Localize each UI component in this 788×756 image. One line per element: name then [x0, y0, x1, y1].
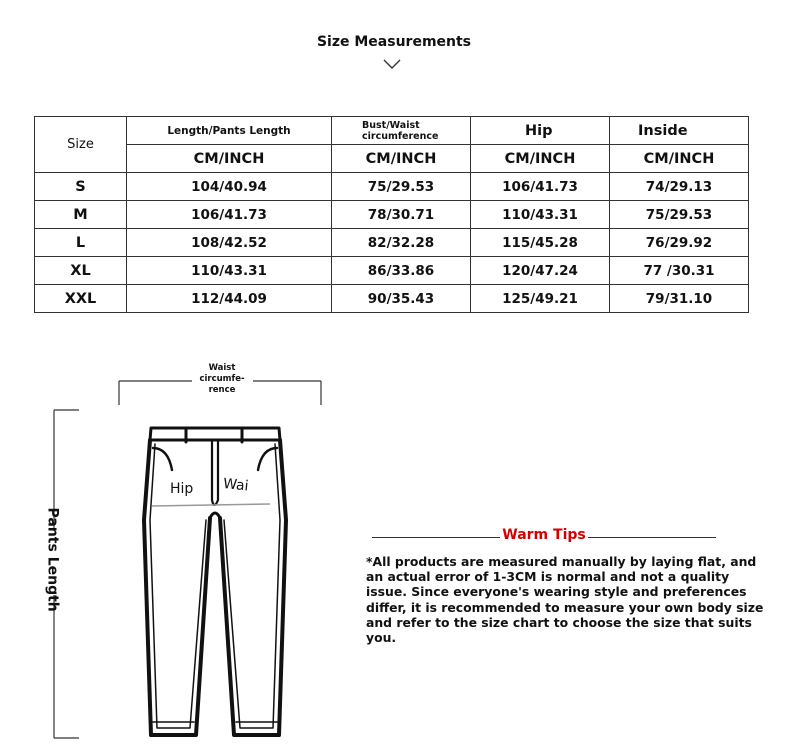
size-cell: XXL — [35, 285, 127, 313]
value-cell: 115/45.28 — [471, 229, 610, 257]
size-cell: L — [35, 229, 127, 257]
unit-cell: CM/INCH — [610, 145, 749, 173]
table-row — [35, 229, 749, 257]
pants-length-label: Pants Length — [44, 507, 61, 612]
header-bust-waist: Bust/Waist circumference — [332, 117, 471, 145]
value-cell: 106/41.73 — [127, 201, 332, 229]
header-hip: Hip — [471, 117, 610, 145]
value-cell: 76/29.92 — [610, 229, 749, 257]
table-row — [35, 285, 749, 313]
value-cell: 82/32.28 — [332, 229, 471, 257]
pants-icon — [144, 428, 286, 735]
value-cell: 104/40.94 — [127, 173, 332, 201]
hip-label: Hip — [170, 481, 194, 497]
value-cell: 125/49.21 — [471, 285, 610, 313]
hip-measure-line — [152, 504, 270, 506]
value-cell: 110/43.31 — [127, 257, 332, 285]
value-cell: 112/44.09 — [127, 285, 332, 313]
chevron-down-icon — [382, 58, 402, 70]
table-row — [35, 257, 749, 285]
value-cell: 78/30.71 — [332, 201, 471, 229]
header-inside: Inside — [610, 117, 749, 145]
table-row — [35, 201, 749, 229]
page-title: Size Measurements — [316, 34, 472, 50]
value-cell: 77 /30.31 — [610, 257, 749, 285]
table-header-row — [35, 117, 749, 145]
size-cell: S — [35, 173, 127, 201]
divider — [372, 537, 500, 538]
warm-tips-title: Warm Tips — [502, 527, 586, 543]
value-cell: 75/29.53 — [610, 201, 749, 229]
waist-label: Waist circumfe- rence — [199, 363, 245, 395]
warm-tips-heading — [372, 526, 716, 548]
value-cell: 110/43.31 — [471, 201, 610, 229]
warm-tips-text: *All products are measured manually by laying flat, and an actual error of 1-3CM is normal and not a quality issue. Since everyone's wearing style and preferences differ, it is recommended to measure your own body size and refer to the size chart to choose the size that suits you. — [366, 554, 764, 646]
header-length: Length/Pants Length — [127, 117, 332, 145]
size-cell: M — [35, 201, 127, 229]
wai-label: Wai — [222, 476, 250, 495]
value-cell: 74/29.13 — [610, 173, 749, 201]
value-cell: 86/33.86 — [332, 257, 471, 285]
table-row — [35, 173, 749, 201]
value-cell: 90/35.43 — [332, 285, 471, 313]
value-cell: 79/31.10 — [610, 285, 749, 313]
size-cell: XL — [35, 257, 127, 285]
unit-cell: CM/INCH — [127, 145, 332, 173]
size-table — [34, 116, 749, 313]
value-cell: 120/47.24 — [471, 257, 610, 285]
value-cell: 106/41.73 — [471, 173, 610, 201]
header-size: Size — [35, 117, 127, 173]
value-cell: 75/29.53 — [332, 173, 471, 201]
unit-cell: CM/INCH — [471, 145, 610, 173]
value-cell: 108/42.52 — [127, 229, 332, 257]
unit-cell: CM/INCH — [332, 145, 471, 173]
divider — [588, 537, 716, 538]
table-unit-row — [35, 145, 749, 173]
